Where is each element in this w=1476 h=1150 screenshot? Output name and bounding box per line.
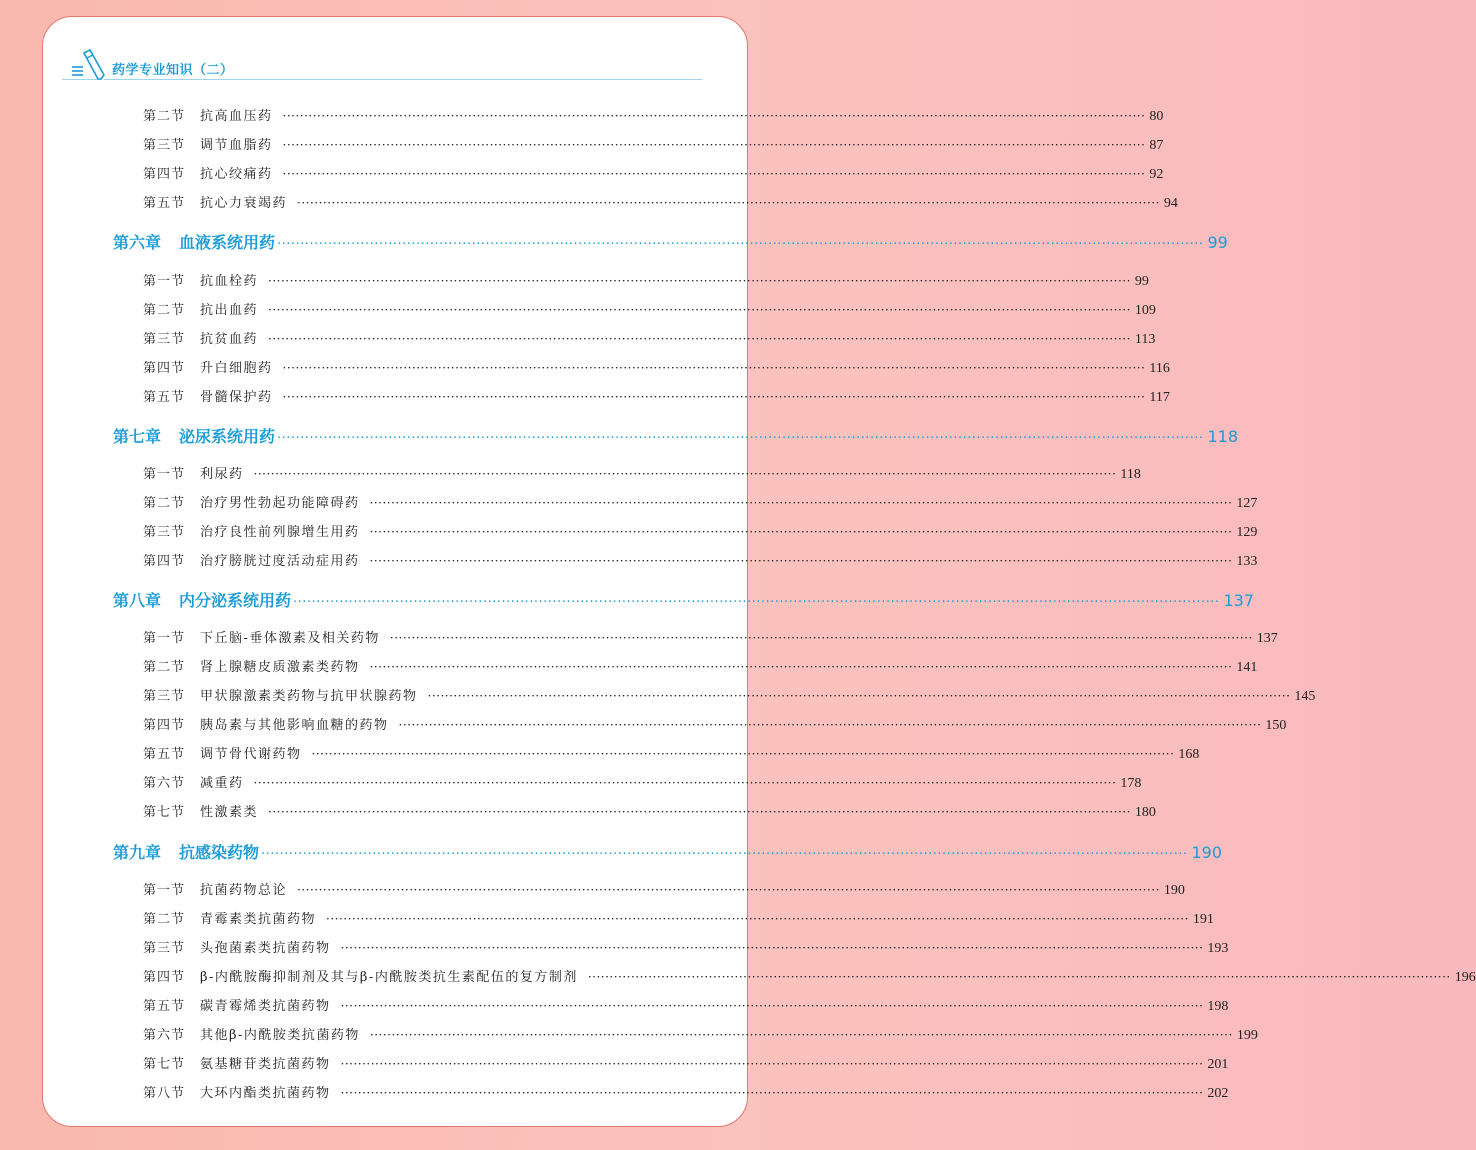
- section-title: 减重药: [200, 776, 244, 791]
- dot-leader: ········································································································································································································: [268, 274, 1131, 288]
- dot-leader: ········································································································································································································: [261, 847, 1188, 862]
- section-title: 肾上腺糖皮质激素类药物: [200, 660, 360, 675]
- section-number: 第三节: [143, 332, 186, 347]
- toc-section-row[interactable]: [143, 386, 1170, 406]
- section-title: 治疗男性勃起功能障碍药: [200, 496, 360, 511]
- dot-leader: ········································································································································································································: [277, 431, 1204, 446]
- toc-section-row[interactable]: [143, 627, 1278, 647]
- page-header: [62, 48, 702, 82]
- toc-chapter-row[interactable]: [113, 424, 1239, 447]
- toc-section-row[interactable]: [143, 192, 1178, 212]
- dot-leader: ········································································································································································································: [587, 970, 1451, 984]
- dot-leader: ········································································································································································································: [282, 390, 1146, 404]
- page-number: 168: [1178, 747, 1200, 762]
- page-number: 150: [1265, 718, 1287, 733]
- toc-section-row[interactable]: [143, 801, 1156, 821]
- toc-section-row[interactable]: [143, 743, 1200, 763]
- dot-leader: ········································································································································································································: [340, 1057, 1204, 1071]
- section-title: 抗心绞痛药: [200, 167, 273, 182]
- section-number: 第七节: [143, 805, 186, 820]
- chapter-number: 第八章: [113, 591, 162, 610]
- section-number: 第四节: [143, 718, 186, 733]
- page-number: 190: [1163, 883, 1185, 898]
- page-number: 196: [1454, 970, 1476, 985]
- section-number: 第四节: [143, 167, 186, 182]
- page-number: 198: [1207, 999, 1229, 1014]
- dot-leader: ········································································································································································································: [293, 595, 1220, 610]
- section-title: 氨基糖苷类抗菌药物: [200, 1057, 331, 1072]
- dot-leader: ········································································································································································································: [369, 496, 1233, 510]
- page-number: 141: [1236, 660, 1258, 675]
- section-number: 第一节: [143, 883, 186, 898]
- page-number: 129: [1236, 525, 1258, 540]
- section-title: 治疗膀胱过度活动症用药: [200, 554, 360, 569]
- dot-leader: ········································································································································································································: [398, 718, 1262, 732]
- toc-section-row[interactable]: [143, 772, 1142, 792]
- section-number: 第六节: [143, 776, 186, 791]
- section-title: 抗出血药: [200, 303, 259, 318]
- toc-section-row[interactable]: [143, 105, 1164, 125]
- chapter-title: 泌尿系统用药: [179, 427, 276, 446]
- dot-leader: ········································································································································································································: [282, 138, 1146, 152]
- page-number: 92: [1149, 167, 1164, 182]
- section-title: 性激素类: [200, 805, 259, 820]
- page-number: 127: [1236, 496, 1258, 511]
- toc-section-row[interactable]: [143, 492, 1258, 512]
- section-title: 大环内酯类抗菌药物: [200, 1086, 331, 1101]
- toc-section-row[interactable]: [143, 521, 1258, 541]
- toc-section-row[interactable]: [143, 879, 1185, 899]
- section-number: 第三节: [143, 941, 186, 956]
- chapter-number: 第六章: [113, 233, 162, 252]
- page-number: 201: [1207, 1057, 1229, 1072]
- dot-leader: ········································································································································································································: [253, 776, 1117, 790]
- chapter-title: 内分泌系统用药: [179, 591, 292, 610]
- page-number: 94: [1163, 196, 1178, 211]
- dot-leader: ········································································································································································································: [297, 196, 1160, 210]
- page-number: 137: [1223, 591, 1255, 610]
- page-number: 199: [1236, 1028, 1258, 1043]
- section-number: 第八节: [143, 1086, 186, 1101]
- toc-section-row[interactable]: [143, 685, 1316, 705]
- chapter-title: 血液系统用药: [179, 233, 276, 252]
- dot-leader: ········································································································································································································: [369, 660, 1233, 674]
- section-number: 第二节: [143, 303, 186, 318]
- dot-leader: ········································································································································································································: [427, 689, 1291, 703]
- dot-leader: ········································································································································································································: [268, 332, 1131, 346]
- section-number: 第一节: [143, 274, 186, 289]
- page-number: 191: [1192, 912, 1214, 927]
- page-number: 118: [1120, 467, 1141, 482]
- toc-section-row[interactable]: [143, 656, 1258, 676]
- page-number: 87: [1149, 138, 1164, 153]
- section-title: 碳青霉烯类抗菌药物: [200, 999, 331, 1014]
- toc-section-row[interactable]: [143, 937, 1229, 957]
- dot-leader: ········································································································································································································: [311, 747, 1175, 761]
- page-number: 116: [1149, 361, 1170, 376]
- page-number: 113: [1134, 332, 1156, 347]
- section-number: 第四节: [143, 361, 186, 376]
- dot-leader: ········································································································································································································: [282, 361, 1146, 375]
- page-number: 180: [1134, 805, 1156, 820]
- section-number: 第二节: [143, 660, 186, 675]
- toc-section-row[interactable]: [143, 1024, 1258, 1044]
- section-title: 抗贫血药: [200, 332, 259, 347]
- section-number: 第四节: [143, 970, 186, 985]
- section-title: 升白细胞药: [200, 361, 273, 376]
- toc-chapter-row[interactable]: [113, 840, 1223, 863]
- dot-leader: ········································································································································································································: [268, 805, 1131, 819]
- section-title: 抗血栓药: [200, 274, 259, 289]
- page-number: 80: [1149, 109, 1164, 124]
- toc-section-row[interactable]: [143, 299, 1156, 319]
- section-title: 抗心力衰竭药: [200, 196, 288, 211]
- toc-section-row[interactable]: [143, 163, 1164, 183]
- section-number: 第六节: [143, 1028, 186, 1043]
- dot-leader: ········································································································································································································: [268, 303, 1131, 317]
- header-rule: [104, 79, 702, 80]
- dot-leader: ········································································································································································································: [369, 554, 1233, 568]
- section-number: 第五节: [143, 196, 186, 211]
- section-number: 第二节: [143, 109, 186, 124]
- chapter-number: 第九章: [113, 843, 162, 862]
- toc-section-row[interactable]: [143, 714, 1287, 734]
- section-number: 第三节: [143, 525, 186, 540]
- dot-leader: ········································································································································································································: [282, 109, 1146, 123]
- section-number: 第一节: [143, 631, 186, 646]
- page-number: 137: [1256, 631, 1278, 646]
- dot-leader: ········································································································································································································: [282, 167, 1146, 181]
- toc-section-row[interactable]: [143, 270, 1149, 290]
- page-number: 178: [1120, 776, 1142, 791]
- toc-section-row[interactable]: [143, 463, 1141, 483]
- section-number: 第一节: [143, 467, 186, 482]
- section-number: 第五节: [143, 390, 186, 405]
- section-title: 抗菌药物总论: [200, 883, 288, 898]
- dot-leader: ········································································································································································································: [369, 525, 1233, 539]
- section-number: 第五节: [143, 999, 186, 1014]
- pencil-icon: [70, 48, 104, 82]
- page-number: 145: [1294, 689, 1316, 704]
- toc-section-row[interactable]: [143, 134, 1164, 154]
- section-title: 甲状腺激素类药物与抗甲状腺药物: [200, 689, 418, 704]
- toc-section-row[interactable]: [143, 357, 1170, 377]
- dot-leader: ········································································································································································································: [369, 1028, 1233, 1042]
- section-number: 第四节: [143, 554, 186, 569]
- dot-leader: ········································································································································································································: [326, 912, 1189, 926]
- toc-chapter-row[interactable]: [113, 230, 1228, 253]
- header-title: 药学专业知识（二）: [112, 63, 234, 78]
- dot-leader: ········································································································································································································: [340, 1086, 1204, 1100]
- toc-chapter-row[interactable]: [113, 588, 1255, 611]
- page-number: 190: [1191, 843, 1223, 862]
- section-number: 第三节: [143, 138, 186, 153]
- section-number: 第五节: [143, 747, 186, 762]
- section-number: 第七节: [143, 1057, 186, 1072]
- toc-section-row[interactable]: [143, 1082, 1229, 1102]
- page-number: 117: [1149, 390, 1170, 405]
- page-number: 202: [1207, 1086, 1229, 1101]
- page-number: 118: [1207, 427, 1239, 446]
- section-title: 下丘脑-垂体激素及相关药物: [200, 631, 380, 646]
- section-title: 头孢菌素类抗菌药物: [200, 941, 331, 956]
- page-number: 109: [1134, 303, 1156, 318]
- toc-section-row[interactable]: [143, 550, 1258, 570]
- toc-section-row[interactable]: [143, 908, 1214, 928]
- section-title: 利尿药: [200, 467, 244, 482]
- section-title: 骨髓保护药: [200, 390, 273, 405]
- section-number: 第二节: [143, 912, 186, 927]
- section-number: 第二节: [143, 496, 186, 511]
- page-number: 133: [1236, 554, 1258, 569]
- section-title: 青霉素类抗菌药物: [200, 912, 317, 927]
- toc-section-row[interactable]: [143, 995, 1229, 1015]
- chapter-number: 第七章: [113, 427, 162, 446]
- section-title: 治疗良性前列腺增生用药: [200, 525, 360, 540]
- section-number: 第三节: [143, 689, 186, 704]
- section-title: 胰岛素与其他影响血糖的药物: [200, 718, 389, 733]
- dot-leader: ········································································································································································································: [253, 467, 1117, 481]
- toc-section-row[interactable]: [143, 328, 1156, 348]
- section-title: 其他β-内酰胺类抗菌药物: [200, 1028, 360, 1043]
- dot-leader: ········································································································································································································: [340, 999, 1204, 1013]
- dot-leader: ········································································································································································································: [389, 631, 1253, 645]
- toc-section-row[interactable]: [143, 1053, 1229, 1073]
- dot-leader: ········································································································································································································: [340, 941, 1204, 955]
- chapter-title: 抗感染药物: [179, 843, 260, 862]
- page-number: 193: [1207, 941, 1229, 956]
- page-number: 99: [1134, 274, 1149, 289]
- section-title: 调节血脂药: [200, 138, 273, 153]
- toc-section-row[interactable]: [143, 966, 1476, 986]
- page-number: 99: [1207, 233, 1228, 252]
- section-title: 调节骨代谢药物: [200, 747, 302, 762]
- dot-leader: ········································································································································································································: [277, 237, 1204, 252]
- dot-leader: ········································································································································································································: [297, 883, 1160, 897]
- section-title: β-内酰胺酶抑制剂及其与β-内酰胺类抗生素配伍的复方制剂: [200, 970, 578, 985]
- section-title: 抗高血压药: [200, 109, 273, 124]
